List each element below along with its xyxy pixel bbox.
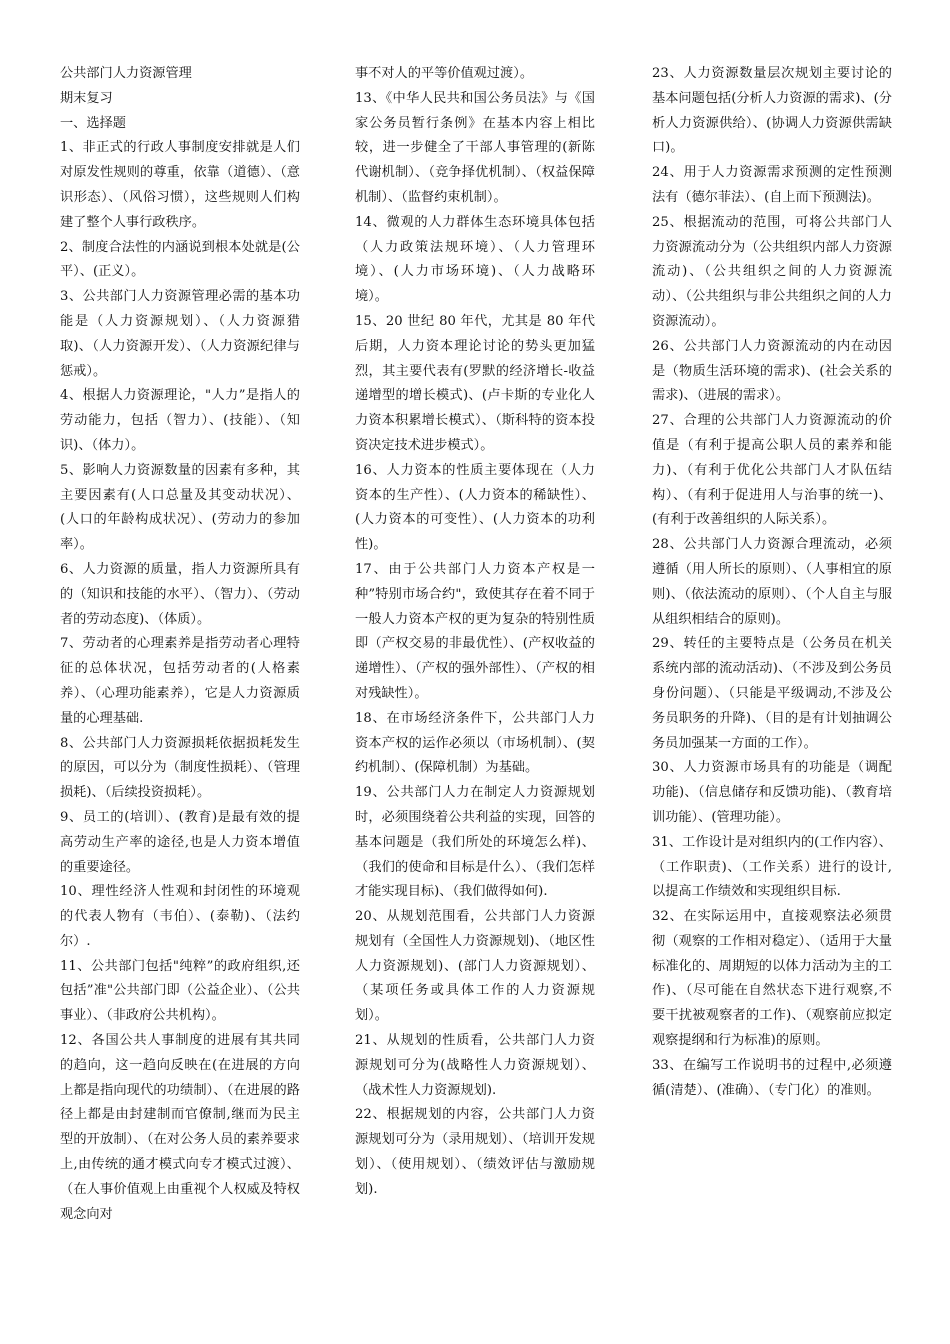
paragraph: 26、公共部门人力资源流动的内在动因是（物质生活环境的需求)、(社会关系的需求)、（进展的需求）。: [652, 338, 892, 404]
paragraph: 18、在市场经济条件下，公共部门人力资本产权的运作必须以（市场机制）、(契约机制）、(保障机制）为基础。: [355, 710, 595, 776]
paragraph: 10、理性经济人性观和封闭性的环境观的代表人物有（韦伯）、(泰勒)、（法约尔）.: [60, 884, 300, 949]
paragraph: 15、20 世纪 80 年代，尤其是 80 年代后期，人力资本理论讨论的势头更加猛烈，其主要代表有(罗默的经济增长-收益递增型的增长模式)、(卢卡斯的专业化人力资本积累增长模式）、（斯科特的资本投资决定技术进步模式）。: [355, 313, 595, 453]
paragraph: 12、各国公共人事制度的进展有其共同的趋向，这一趋向反映在(在进展的方向上都是指向现代的功绩制）、（在进展的路径上都是由封建制而官僚制,继而为民主型的开放制）、（在对公务人员的素养要求上,由传统的通才模式向专才模式过渡）、（在人事价值观上由重视个人权威及特权观念向对: [60, 1033, 300, 1222]
paragraph: 29、转任的主要特点是（公务员在机关系统内部的流动活动)、（不涉及到公务员身份问题）、（只能是平级调动,不涉及公务员职务的升降)、（目的是有计划抽调公务员加强某一方面的工作）。: [652, 636, 892, 751]
paragraph: 9、员工的(培训）、(教育)是最有效的提高劳动生产率的途径,也是人力资本增值的重要途径。: [60, 809, 300, 875]
text-column-right: [652, 62, 892, 1103]
paragraph: 19、公共部门人力在制定人力资源规划时，必须围绕着公共利益的实现，回答的基本问题是（我们所处的环境怎么样)、（我们的使命和目标是什么）、（我们怎样才能实现目标)、（我们做得如何).: [355, 785, 595, 900]
paragraph: 公共部门人力资源管理: [60, 66, 192, 81]
paragraph: 28、公共部门人力资源合理流动，必须遵循（用人所长的原则）、（人事相宜的原则)、（依法流动的原则）、（个人自主与服从组织相结合的原则)。: [652, 537, 892, 627]
paragraph: 30、人力资源市场具有的功能是（调配功能)、（信息储存和反馈功能)、（教育培训功能）、(管理功能）。: [652, 760, 892, 825]
paragraph: 33、在编写工作说明书的过程中,必须遵循(清楚）、(准确）、（专门化）的准则。: [652, 1057, 892, 1098]
paragraph: 23、人力资源数量层次规划主要讨论的基本问题包括(分析人力资源的需求)、(分析人力资源供给）、(协调人力资源供需缺口)。: [652, 66, 892, 156]
paragraph: 11、公共部门包括"纯粹”的政府组织,还包括”准"公共部门即（公益企业）、（公共事业）、（非政府公共机构）。: [60, 958, 300, 1024]
paragraph: 24、用于人力资源需求预测的定性预测法有（德尔菲法）、(自上而下预测法)。: [652, 165, 892, 205]
paragraph: 22、根据规划的内容，公共部门人力资源规划可分为（录用规划）、（培训开发规划）、（使用规划）、（绩效评估与激励规划).: [355, 1107, 595, 1197]
paragraph: 32、在实际运用中，直接观察法必须贯彻（观察的工作相对稳定）、（适用于大量标准化的、周期短的以体力活动为主的工作)、（尽可能在自然状态下进行观察,不要干扰被观察者的工作)、（观察前应拟定观察提纲和行为标准)的原则。: [652, 909, 892, 1049]
paragraph: 2、制度合法性的内涵说到根本处就是(公平）、(正义）。: [60, 239, 300, 280]
paragraph: 27、合理的公共部门人力资源流动的价值是（有利于提高公职人员的素养和能力)、（有利于优化公共部门人才队伍结构）、（有利于促进用人与治事的统一)、(有利于改善组织的人际关系）。: [652, 413, 892, 528]
paragraph: 20、从规划范围看，公共部门人力资源规划有（全国性人力资源规划)、（地区性人力资源规划)、(部门人力资源规划）、（某项任务或具体工作的人力资源规划）。: [355, 909, 595, 1024]
paragraph: 14、微观的人力群体生态环境具体包括（人力政策法规环境）、（人力管理环境）、(人力市场环境)、（人力战略环境）。: [355, 214, 595, 305]
paragraph: 1、非正式的行政人事制度安排就是人们对原发性规则的尊重，依靠（道德）、（意识形态）、（风俗习惯），这些规则人们构建了整个人事行政秩序。: [60, 140, 300, 230]
paragraph: 一、选择题: [60, 115, 126, 131]
paragraph: 7、劳动者的心理素养是指劳动者心理特征的总体状况，包括劳动者的(人格素养）、（心理功能素养），它是人力资源质量的心理基础.: [60, 636, 300, 726]
paragraph: 16、人力资本的性质主要体现在（人力资本的生产性）、(人力资本的稀缺性）、(人力资本的可变性）、(人力资本的功利性)。: [355, 462, 595, 553]
paragraph: 事不对人的平等价值观过渡）。: [355, 66, 534, 81]
paragraph: 期末复习: [60, 90, 113, 106]
paragraph: 25、根据流动的范围，可将公共部门人力资源流动分为（公共组织内部人力资源流动)、（公共组织之间的人力资源流动）、（公共组织与非公共组织之间的人力资源流动）。: [652, 214, 892, 329]
paragraph: 6、人力资源的质量，指人力资源所具有的（知识和技能的水平）、（智力）、（劳动者的劳动态度)、（体质）。: [60, 561, 300, 627]
paragraph: 8、公共部门人力资源损耗依据损耗发生的原因，可以分为（制度性损耗）、（管理损耗)、（后续投资损耗）。: [60, 735, 300, 801]
paragraph: 5、影响人力资源数量的因素有多种，其主要因素有(人口总量及其变动状况）、(人口的年龄构成状况）、(劳动力的参加率）。: [60, 462, 300, 553]
paragraph: 3、公共部门人力资源管理必需的基本功能是（人力资源规划）、（人力资源猎取)、（人力资源开发）、（人力资源纪律与惩戒）。: [60, 289, 300, 379]
paragraph: 4、根据人力资源理论，"人力”是指人的劳动能力，包括（智力）、(技能）、（知识)、（体力）。: [60, 388, 300, 453]
paragraph: 17、由于公共部门人力资本产权是一种”特别市场合约"，致使其存在着不同于一般人力资本产权的更为复杂的特别性质即（产权交易的非最优性）、(产权收益的递增性）、（产权的强外部性）、（产权的相对残缺性）。: [355, 561, 595, 701]
text-column-left: [60, 62, 300, 1227]
paragraph: 21、从规划的性质看，公共部门人力资源规划可分为(战略性人力资源规划）、（战术性人力资源规划).: [355, 1033, 595, 1098]
paragraph: 13、《中华人民共和国公务员法》与《国家公务员暂行条例》在基本内容上相比较，进一步健全了干部人事管理的(新陈代谢机制）、（竞争择优机制）、（权益保障机制）、（监督约束机制）。: [355, 90, 595, 205]
paragraph: 31、工作设计是对组织内的(工作内容）、（工作职责)、（工作关系）进行的设计,以提高工作绩效和实现组织目标.: [652, 834, 892, 900]
text-column-middle: [355, 62, 595, 1203]
